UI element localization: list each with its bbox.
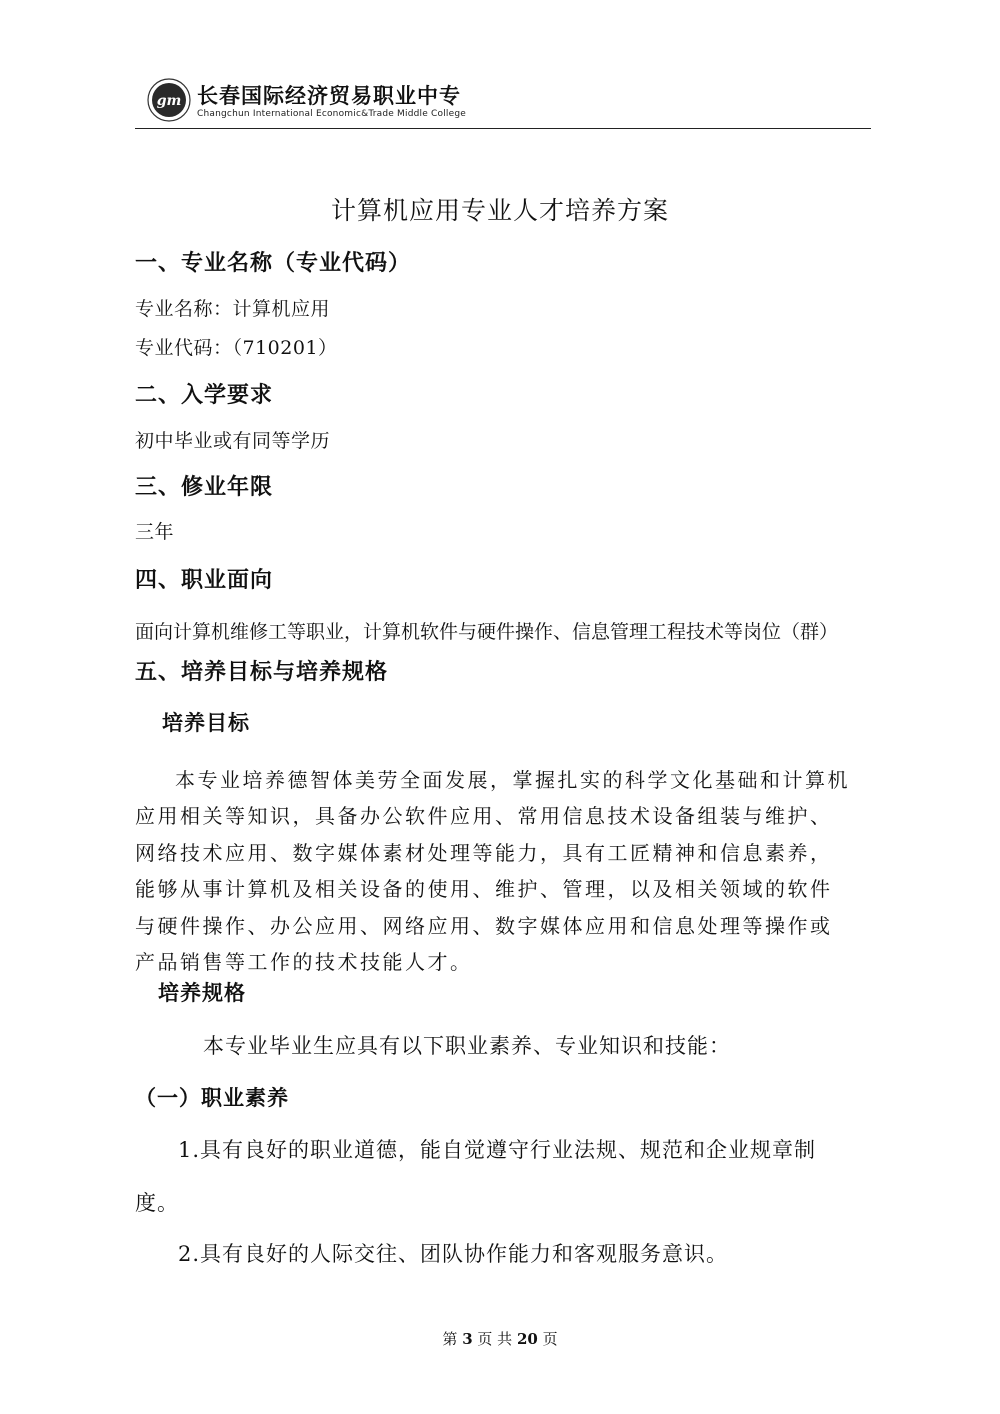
page-number: 3 (462, 1330, 473, 1348)
section-4-heading: 四、职业面向 (135, 568, 274, 593)
logo-text: gm (156, 93, 182, 109)
item-2: 2.具有良好的人际交往、团队协作能力和客观服务意识。 (178, 1242, 729, 1266)
footer-prefix: 第 (442, 1330, 463, 1348)
school-name-cn: 长春国际经济贸易职业中专 (197, 84, 461, 108)
total-pages: 20 (516, 1330, 538, 1348)
admission-text: 初中毕业或有同等学历 (135, 430, 331, 452)
footer-suffix: 页 (537, 1330, 558, 1348)
school-name-en: Changchun International Economic&Trade Middle College (197, 109, 466, 119)
section-3-heading: 三、修业年限 (135, 475, 274, 500)
spec-heading: 培养规格 (158, 981, 246, 1005)
duration-text: 三年 (135, 521, 175, 543)
header-divider (135, 128, 871, 129)
section-2-heading: 二、入学要求 (135, 383, 274, 408)
spec-intro: 本专业毕业生应具有以下职业素养、专业知识和技能： (203, 1034, 731, 1058)
school-logo-icon (147, 78, 191, 122)
major-name-line: 专业名称：计算机应用 (135, 298, 331, 320)
career-text: 面向计算机维修工等职业，计算机软件与硬件操作、信息管理工程技术等岗位（群） (135, 621, 839, 643)
major-code-line: 专业代码：（710201） (135, 337, 338, 359)
goal-heading: 培养目标 (162, 711, 250, 735)
page-footer (0, 1328, 1000, 1349)
subsection-1-heading: （一）职业素养 (135, 1086, 289, 1110)
section-1-heading: 一、专业名称（专业代码） (135, 251, 412, 276)
item-1-line-2: 度。 (135, 1191, 179, 1215)
document-title: 计算机应用专业人才培养方案 (330, 196, 669, 225)
page-header (135, 72, 871, 130)
item-1-line-1: 1.具有良好的职业道德，能自觉遵守行业法规、规范和企业规章制 (178, 1138, 817, 1162)
goal-paragraph: 本专业培养德智体美劳全面发展，掌握扎实的科学文化基础和计算机应用相关等知识，具备办公软件应用、常用信息技术设备组装与维护、网络技术应用、数字媒体素材处理等能力，具有工匠精神和信息素养，能够从事计算机及相关设备的使用、维护、管理，以及相关领域的软件与硬件操作、办公应用、网络应用、数字媒体应用和信息处理等操作或产品销售等工作的技术技能人才。 (135, 768, 850, 975)
footer-middle: 页 共 (472, 1330, 517, 1348)
section-5-heading: 五、培养目标与培养规格 (135, 660, 389, 685)
